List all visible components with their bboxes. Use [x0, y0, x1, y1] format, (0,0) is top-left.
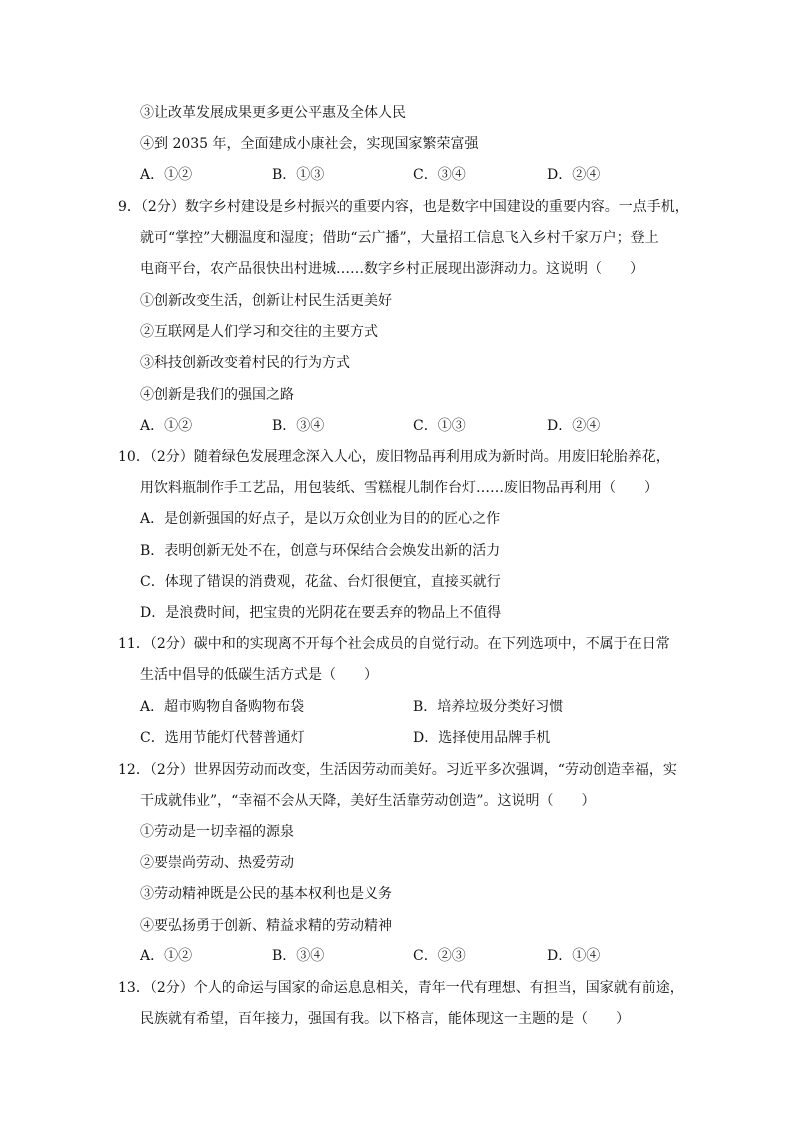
q9-statement-3: ③科技创新改变着村民的行为方式 — [140, 355, 350, 371]
q12-option-a: A．①② — [140, 948, 193, 964]
q10-option-a: A．是创新强国的好点子，是以万众创业为目的的匠心之作 — [140, 511, 501, 527]
q9-statement-1: ①创新改变生活，创新让村民生活更美好 — [140, 293, 392, 309]
q9-statement-2: ②互联网是人们学习和交往的主要方式 — [140, 324, 378, 340]
q11-option-c: C．选用节能灯代替普通灯 — [140, 730, 305, 746]
q12-stem-line-1: 12．（2分）世界因劳动而改变，生活因劳动而美好。习近平多次强调，“劳动创造幸福，实 — [118, 762, 677, 778]
q12-stem-line-2: 干成就伟业”，“幸福不会从天降，美好生活靠劳动创造”。这说明（ ） — [140, 793, 596, 809]
q10-stem-line-2: 用饮料瓶制作手工艺品，用包装纸、雪糕棍儿制作台灯……废旧物品再利用（ ） — [140, 480, 658, 496]
q9-statement-4: ④创新是我们的强国之路 — [140, 387, 294, 403]
q10-option-b: B．表明创新无处不在，创意与环保结合会焕发出新的活力 — [140, 543, 501, 559]
q12-option-b: B．③④ — [272, 948, 325, 964]
q9-stem-line-2: 就可“掌控”大棚温度和湿度；借助“云广播”，大量招工信息飞入乡村千家万户；登上 — [140, 230, 659, 246]
q8-option-c: C．③④ — [413, 167, 466, 183]
q8-option-a: A．①② — [140, 167, 193, 183]
q12-option-d: D．①④ — [547, 948, 601, 964]
q10-stem-line-1: 10．（2分）随着绿色发展理念深入人心，废旧物品再利用成为新时尚。用废旧轮胎养花， — [118, 449, 670, 465]
q12-statement-1: ①劳动是一切幸福的源泉 — [140, 824, 294, 840]
q12-statement-2: ②要崇尚劳动、热爱劳动 — [140, 855, 294, 871]
q12-statement-3: ③劳动精神既是公民的基本权利也是义务 — [140, 886, 392, 902]
q12-statement-4: ④要弘扬勇于创新、精益求精的劳动精神 — [140, 918, 392, 934]
q10-option-d: D．是浪费时间，把宝贵的光阴花在要丢弃的物品上不值得 — [140, 605, 502, 621]
q10-option-c: C．体现了错误的消费观，花盆、台灯很便宜，直接买就行 — [140, 574, 501, 590]
q13-stem-line-2: 民族就有希望，百年接力，强国有我。以下格言，能体现这一主题的是（ ） — [140, 1011, 630, 1027]
q8-statement-4: ④到 2035 年，全面建成小康社会，实现国家繁荣富强 — [140, 136, 479, 152]
q8-option-d: D．②④ — [547, 167, 601, 183]
q8-statement-3: ③让改革发展成果更多更公平惠及全体人民 — [140, 105, 406, 121]
q11-stem-line-2: 生活中倡导的低碳生活方式是（ ） — [140, 667, 378, 683]
q8-option-b: B．①③ — [272, 167, 325, 183]
q9-option-c: C．①③ — [413, 418, 466, 434]
q9-stem-line-3: 电商平台，农产品很快出村进城……数字乡村正展现出澎湃动力。这说明（ ） — [140, 261, 644, 277]
q11-option-b: B．培养垃圾分类好习惯 — [413, 699, 564, 715]
q11-stem-line-1: 11．（2分）碳中和的实现离不开每个社会成员的自觉行动。在下列选项中，不属于在日常 — [118, 636, 670, 652]
q9-option-d: D．②④ — [547, 418, 601, 434]
q9-option-a: A．①② — [140, 418, 193, 434]
q9-stem-line-1: 9．（2分）数字乡村建设是乡村振兴的重要内容，也是数字中国建设的重要内容。一点手机， — [118, 199, 689, 215]
q11-option-a: A．超市购物自备购物布袋 — [140, 699, 305, 715]
q12-option-c: C．②③ — [413, 948, 466, 964]
q11-option-d: D．选择使用品牌手机 — [413, 730, 551, 746]
q9-option-b: B．③④ — [272, 418, 325, 434]
q13-stem-line-1: 13．（2分）个人的命运与国家的命运息息相关，青年一代有理想、有担当，国家就有前途， — [118, 980, 684, 996]
